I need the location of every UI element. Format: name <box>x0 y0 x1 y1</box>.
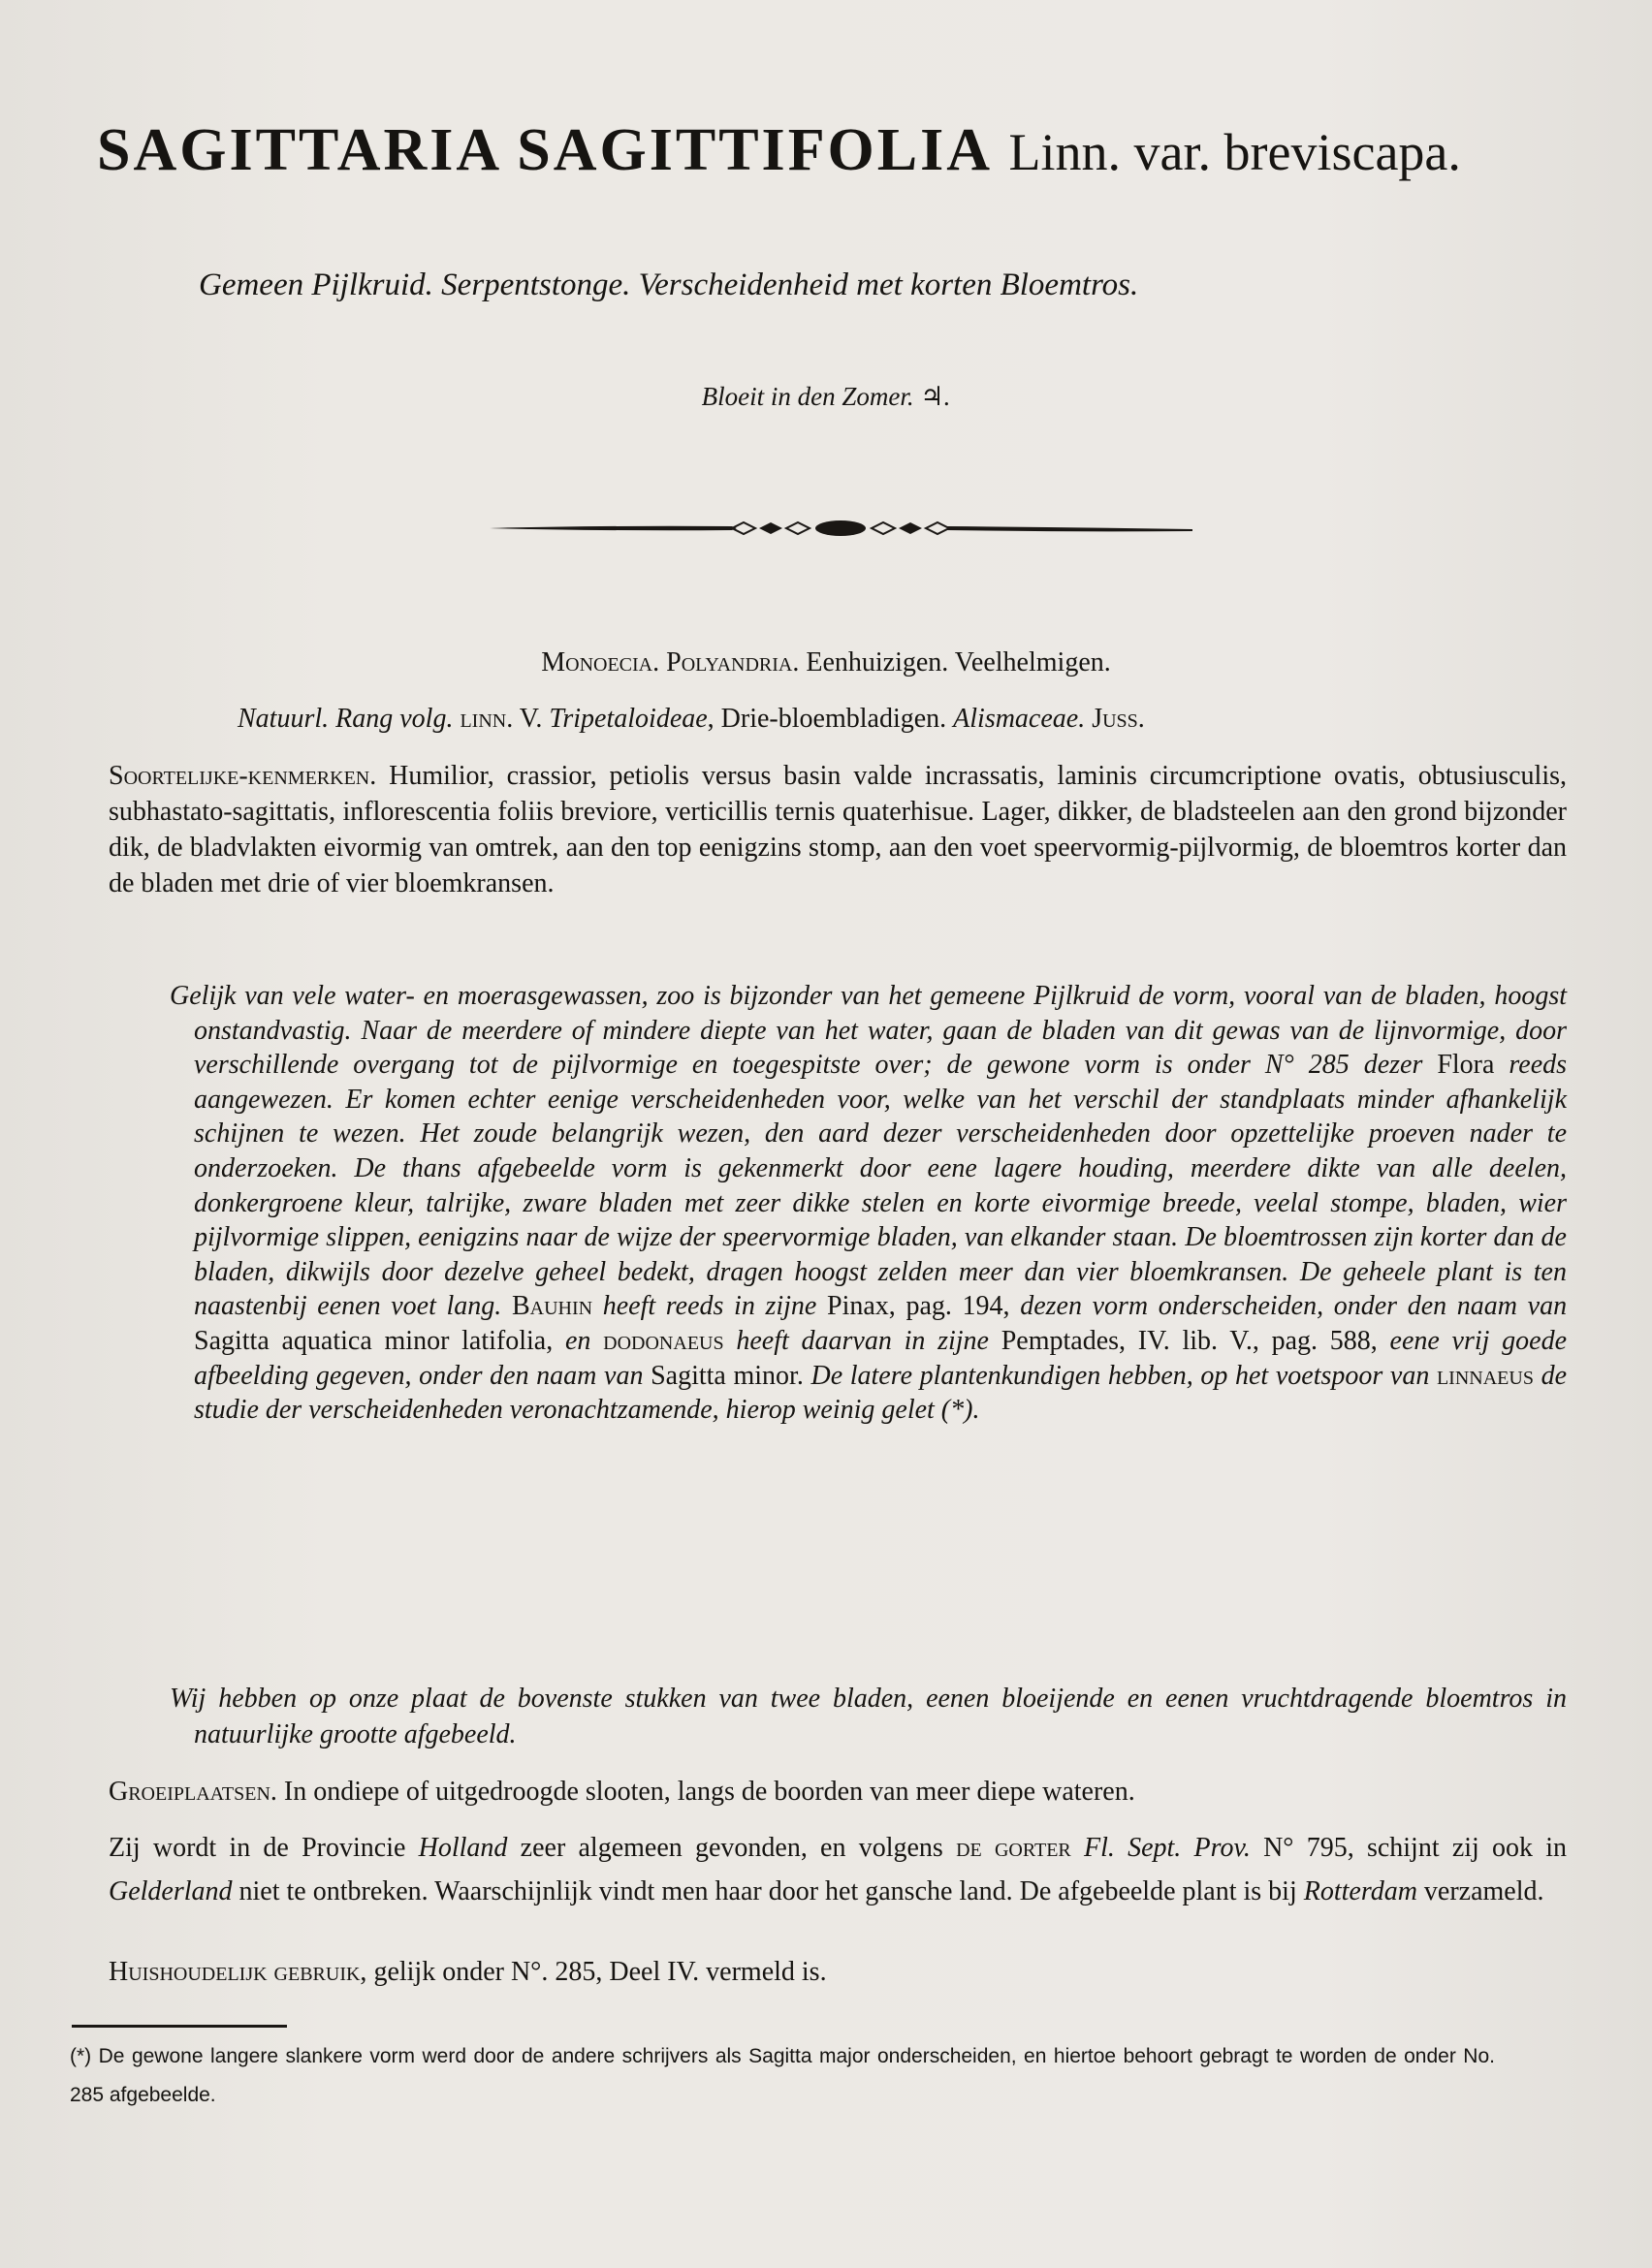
rang-dutch: , Drie-bloembladigen. <box>707 704 947 734</box>
desc-text-e: en <box>564 1325 591 1356</box>
class-dutch: Eenhuizigen. Veelhelmigen. <box>806 647 1111 677</box>
title-authority: Linn. var. breviscapa. <box>1008 123 1461 181</box>
desc-linnaeus: linnaeus <box>1436 1360 1534 1391</box>
dist-rotterdam: Rotterdam <box>1303 1876 1417 1906</box>
groeiplaatsen-paragraph <box>109 1774 1567 1810</box>
dist-holland: Holland <box>418 1833 508 1863</box>
dist-gelderland: Gelderland <box>109 1876 233 1906</box>
rang-roman: V. <box>519 704 543 734</box>
plate-paragraph: Wij hebben op onze plaat de bovenste stukken van twee bladen, eenen bloeijende en eenen vruchtdragende bloemtros in natuurlijke grootte afgebeeld. <box>170 1684 1567 1749</box>
desc-bauhin: Bauhin <box>511 1291 593 1322</box>
desc-text-h: De latere plantenkundigen hebben, op het voetspoor van <box>810 1360 1430 1391</box>
kenmerken-text: Humilior, crassior, petiolis versus basin valde incrassatis, laminis circumcriptione ovatis, obtusiusculis, subhastato-sagittatis, inflorescentia foliis breviore, verticillis ternis quaterhisue. Lager, dikker, de bladsteelen aan den grond bijzonder dik, de bladvlakten eivormig van omtrek, aan den top eenigzins stomp, aan den voet speervormig-pijlvormig, de bloemtros korter dan de bladen met drie of vier bloemkransen. <box>109 761 1568 898</box>
title-latin: SAGITTARIA SAGITTIFOLIA <box>97 117 994 183</box>
dist-text-c: N° 795, schijnt zij ook in <box>1263 1833 1568 1863</box>
page-title <box>97 116 1590 185</box>
rang-prefix: Natuurl. Rang volg. <box>238 704 454 734</box>
desc-sagitta-minor: Sagitta minor. <box>651 1360 804 1391</box>
desc-flora: Flora <box>1437 1050 1495 1081</box>
kenmerken-paragraph <box>109 758 1567 901</box>
desc-text-c: heeft reeds in zijne <box>602 1291 817 1322</box>
bloom-line: Bloeit in den Zomer. ♃. <box>701 382 951 411</box>
dist-gorter: de gorter <box>956 1833 1071 1863</box>
rang-alismaceae: Alismaceae. <box>953 704 1086 734</box>
natural-rank-line <box>238 704 1595 735</box>
desc-text-g: eene vrij goede afbeelding gegeven, onder den naam van <box>194 1325 1568 1391</box>
rang-linn: linn. <box>460 704 514 734</box>
desc-text-i: de studie der verscheidenheden veronachtzamende, hierop weinig gelet (*). <box>194 1360 1568 1426</box>
subtitle: Gemeen Pijlkruid. Serpentstonge. Verscheidenheid met korten Bloemtros. <box>199 268 1139 302</box>
rang-tripetaloideae: Tripetaloideae <box>549 704 708 734</box>
huishoudelijk-label: Huishoudelijk gebruik, <box>109 1957 367 1987</box>
desc-pinax: Pinax, pag. 194, <box>827 1291 1010 1322</box>
class-monoecia: Monoecia. <box>541 647 660 677</box>
desc-pemptades: Pemptades, IV. lib. V., pag. 588, <box>1001 1325 1378 1356</box>
desc-sagitta-latifolia: Sagitta aquatica minor latifolia, <box>194 1325 554 1356</box>
desc-text-a: Gelijk van vele water- en moerasgewassen, zoo is bijzonder van het gemeene Pijlkruid de vorm, vooral van de bladen, hoogst onstandvastig. Naar de meerdere of mindere diepte van het water, gaan de bladen van dit gewas van de lijnvormige, door verschillende overgang tot de pijlvormige en toegespitste over; de gewone vorm is onder N° 285 dezer <box>170 981 1567 1081</box>
distribution-paragraph <box>109 1826 1567 1913</box>
groeiplaatsen-label: Groeiplaatsen. <box>109 1777 277 1807</box>
ornament-divider <box>490 514 1192 543</box>
huishoudelijk-paragraph <box>109 1954 1567 1990</box>
dist-text-e: verzameld. <box>1423 1876 1544 1906</box>
rang-juss: Juss. <box>1092 704 1145 734</box>
desc-dodonaeus: dodonaeus <box>603 1325 724 1356</box>
huishoudelijk-text: gelijk onder N°. 285, Deel IV. vermeld is. <box>373 1957 827 1987</box>
footnote-rule <box>72 2025 287 2028</box>
classification-line <box>0 647 1652 678</box>
class-polyandria: Polyandria. <box>666 647 800 677</box>
dist-text-a: Zij wordt in de Provincie <box>109 1833 406 1863</box>
desc-text-b: reeds aangewezen. Er komen echter eenige verscheidenheden voor, welke van het verschil der standplaats minder afhankelijk schijnen te wezen. Het zoude belangrijk wezen, den aard dezer verscheidenheden door opzettelijke proeven nader te onderzoeken. De thans afgebeelde vorm is gekenmerkt door eene lagere houding, meerdere dikte van alle deelen, donkergroene kleur, talrijke, zware bladen met zeer dikke stelen en korte eivormige breede, veelal stompe, bladen, wier pijlvormige slippen, eenigzins naar de wijze der speervormige bladen, van elkander staan. De bloemtrossen zijn korter dan de bladen, dikwijls door dezelve geheel bedekt, dragen hoogst zelden meer dan vier bloemkransen. De geheele plant is ten naastenbij eenen voet lang. <box>194 1050 1568 1322</box>
dist-text-d: niet te ontbreken. Waarschijnlijk vindt men haar door het gansche land. De afgebeelde plant is bij <box>238 1876 1297 1906</box>
footnote: (*) De gewone langere slankere vorm werd door de andere schrijvers als Sagitta major onderscheiden, en hiertoe behoort gebragt te worden de onder No. 285 afgebeelde. <box>70 2045 1495 2106</box>
desc-text-f: heeft daarvan in zijne <box>736 1325 989 1356</box>
kenmerken-label: Soortelijke-kenmerken. <box>109 761 377 791</box>
description-paragraph <box>170 979 1568 1428</box>
desc-text-d: dezen vorm onderscheiden, onder den naam van <box>1020 1291 1568 1322</box>
dist-flsept: Fl. Sept. Prov. <box>1083 1833 1251 1863</box>
dist-text-b: zeer algemeen gevonden, en volgens <box>520 1833 943 1863</box>
groeiplaatsen-text: In ondiepe of uitgedroogde slooten, langs de boorden van meer diepe wateren. <box>283 1777 1135 1807</box>
